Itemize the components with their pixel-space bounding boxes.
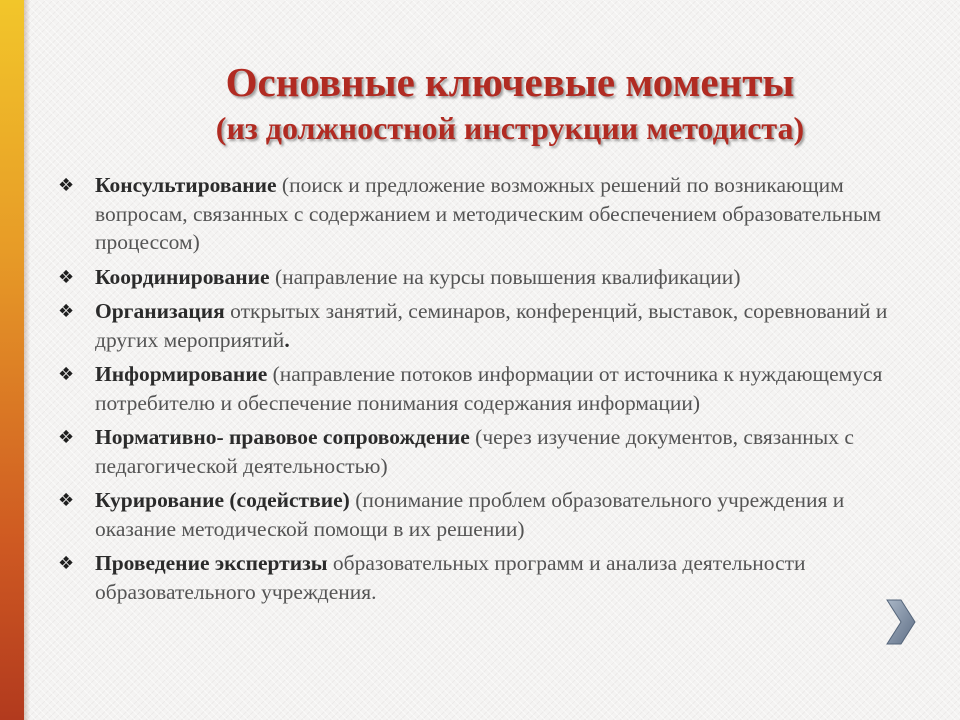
decorative-side-bar xyxy=(0,0,24,720)
list-item xyxy=(58,263,898,292)
bullet-text: (направление на курсы повышения квалификации) xyxy=(269,264,741,289)
diamond-bullet-icon: ❖ xyxy=(58,175,75,196)
bullet-tail: . xyxy=(284,327,290,352)
bullet-text: образовательных программ и анализа деятельности образовательного учреждения. xyxy=(95,551,806,604)
diamond-bullet-icon: ❖ xyxy=(58,266,75,288)
list-item xyxy=(58,423,898,480)
slide-title-main: Основные ключевые моменты xyxy=(225,59,795,105)
bullet-term: Координирование xyxy=(95,264,270,289)
list-item xyxy=(58,549,898,606)
bullet-text: (направление потоков информации от источника к нуждающемуся потребителю и обеспечение понимания содержания информации) xyxy=(95,362,883,415)
list-item xyxy=(58,486,898,543)
slide-title xyxy=(60,58,960,148)
bullet-text: открытых занятий, семинаров, конференций, выставок, соревнований и других мероприятий xyxy=(95,299,888,352)
bullet-term: Проведение экспертизы xyxy=(95,551,328,575)
list-item xyxy=(58,360,898,417)
bullet-text: (понимание проблем образовательного учреждения и оказание методической помощи в их решении) xyxy=(95,488,845,541)
slide-title-subtitle: (из должностной инструкции методиста) xyxy=(215,110,805,146)
key-points-list xyxy=(58,171,898,612)
bullet-term: Информирование xyxy=(95,362,268,386)
list-item xyxy=(58,297,898,354)
bullet-term: Курирование (содействие) xyxy=(95,488,350,512)
diamond-bullet-icon: ❖ xyxy=(58,301,75,322)
bullet-text: (поиск и предложение возможных решений по возникающим вопросам, связанных с содержанием и методическим обеспечением образовательным процессом) xyxy=(95,173,882,254)
bullet-text: (через изучение документов, связанных с педагогической деятельностью) xyxy=(95,425,854,478)
diamond-bullet-icon: ❖ xyxy=(58,490,75,511)
list-item xyxy=(58,171,898,257)
diamond-bullet-icon: ❖ xyxy=(58,553,75,574)
bullet-term: Консультирование xyxy=(95,173,277,197)
diamond-bullet-icon: ❖ xyxy=(58,427,75,448)
bullet-term: Организация xyxy=(95,299,225,323)
bullet-term: Нормативно- правовое сопровождение xyxy=(95,425,470,449)
next-slide-chevron-icon[interactable] xyxy=(885,598,917,646)
diamond-bullet-icon: ❖ xyxy=(58,364,75,385)
